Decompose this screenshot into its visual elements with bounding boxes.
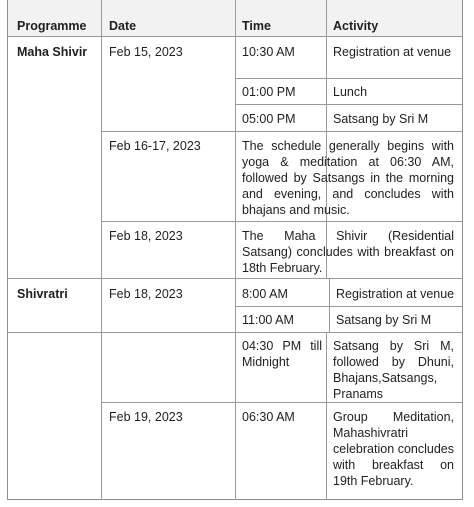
date-cell: Feb 19, 2023	[109, 410, 183, 424]
schedule-note: The schedule generally begins with yoga & meditation at 06:30 AM, followed by Satsangs in the morning and evening, and concludes with bhajans and music.	[242, 139, 454, 217]
activity-cell: Lunch	[333, 85, 368, 99]
time-cell: 01:00 PM	[242, 85, 296, 99]
activity-cell: Registration at venue	[336, 287, 455, 301]
header-programme: Programme	[17, 19, 87, 33]
row-divider	[102, 131, 462, 132]
row-divider	[102, 221, 462, 222]
row-divider	[236, 78, 462, 79]
header-activity: Activity	[333, 19, 379, 33]
header-time: Time	[242, 19, 271, 33]
column-divider	[329, 278, 330, 332]
programme-shivratri: Shivratri	[17, 287, 68, 301]
row-divider	[236, 104, 462, 105]
programme-maha-shivir: Maha Shivir	[17, 45, 88, 59]
activity-cell: Registration at venue	[333, 45, 452, 59]
row-divider	[102, 402, 462, 403]
time-cell: 10:30 AM	[242, 45, 295, 59]
column-divider	[326, 332, 327, 500]
time-cell: 06:30 AM	[242, 410, 295, 424]
time-cell: 04:30 PM till Midnight	[242, 339, 322, 369]
date-cell: Feb 15, 2023	[109, 45, 183, 59]
header-date: Date	[109, 19, 137, 33]
activity-cell: Satsang by Sri M, followed by Dhuni, Bhajans,Satsangs, Pranams	[333, 339, 454, 401]
date-cell: Feb 18, 2023	[109, 287, 183, 301]
row-divider	[236, 306, 462, 307]
activity-cell: Satsang by Sri M	[336, 313, 432, 327]
date-cell: Feb 18, 2023	[109, 229, 183, 243]
concluding-note: The Maha Shivir (Residential Satsang) concludes with breakfast on 18th February.	[242, 229, 454, 275]
column-divider	[101, 0, 102, 500]
activity-cell: Satsang by Sri M	[333, 112, 429, 126]
date-cell: Feb 16-17, 2023	[109, 139, 201, 153]
column-divider	[235, 0, 236, 500]
time-cell: 8:00 AM	[242, 287, 288, 301]
time-cell: 11:00 AM	[242, 313, 294, 327]
activity-cell: Group Meditation, Mahashivratri celebration concludes with breakfast on 19th February.	[333, 410, 454, 488]
time-cell: 05:00 PM	[242, 112, 296, 126]
